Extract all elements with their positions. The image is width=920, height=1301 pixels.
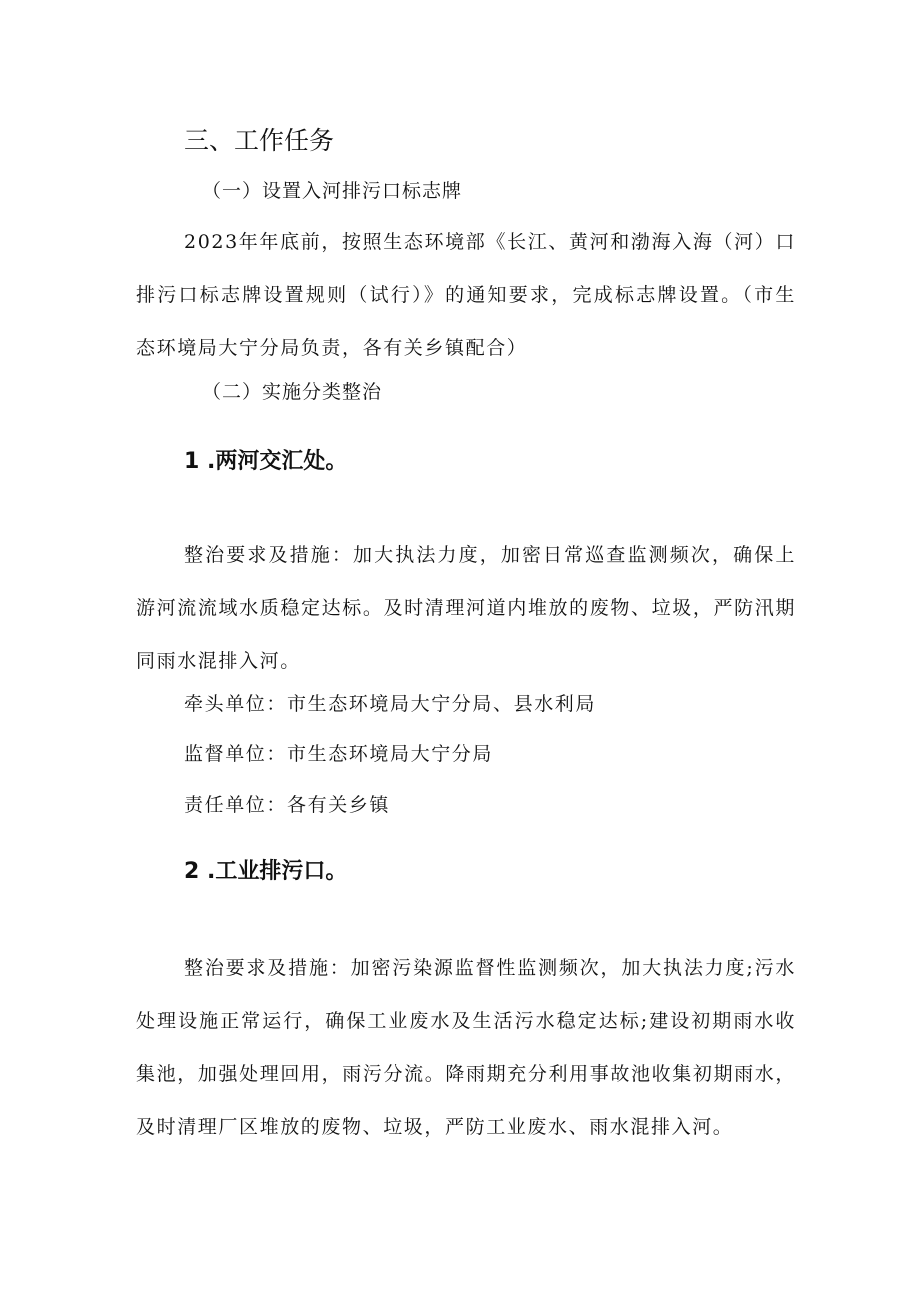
subsection-title-2: （二）实施分类整治 bbox=[202, 381, 383, 403]
item-1-supervise-unit: 监督单位：市生态环境局大宁分局 bbox=[184, 743, 494, 765]
item-2-measures: 整治要求及措施：加密污染源监督性监测频次，加大执法力度;污水处理设施正常运行，确保工业废水及生活污水稳定达标;建设初期雨水收集池，加强处理回用，雨污分流。降雨期充分利用事故池收集初期雨水，及时清理厂区堆放的废物、垃圾，严防工业废水、雨水混排入河。 bbox=[136, 957, 796, 1138]
section-title: 三、工作任务 bbox=[184, 126, 335, 155]
item-2-title: 2 .工业排污口。 bbox=[184, 859, 348, 884]
item-1-responsible-unit: 责任单位：各有关乡镇 bbox=[184, 794, 391, 816]
subsection-1-paragraph: 2023年年底前，按照生态环境部《长江、黄河和渤海入海（河）口排污口标志牌设置规则（试行）》的通知要求，完成标志牌设置。（市生态环境局大宁分局负责，各有关乡镇配合） bbox=[136, 231, 796, 359]
item-1-lead-unit: 牵头单位：市生态环境局大宁分局、县水利局 bbox=[184, 693, 597, 715]
item-1-title: 1 .两河交汇处。 bbox=[184, 449, 348, 474]
item-1-measures: 整治要求及措施：加大执法力度，加密日常巡查监测频次，确保上游河流流域水质稳定达标。及时清理河道内堆放的废物、垃圾，严防汛期同雨水混排入河。 bbox=[136, 544, 796, 672]
subsection-title-1: （一）设置入河排污口标志牌 bbox=[202, 180, 463, 202]
